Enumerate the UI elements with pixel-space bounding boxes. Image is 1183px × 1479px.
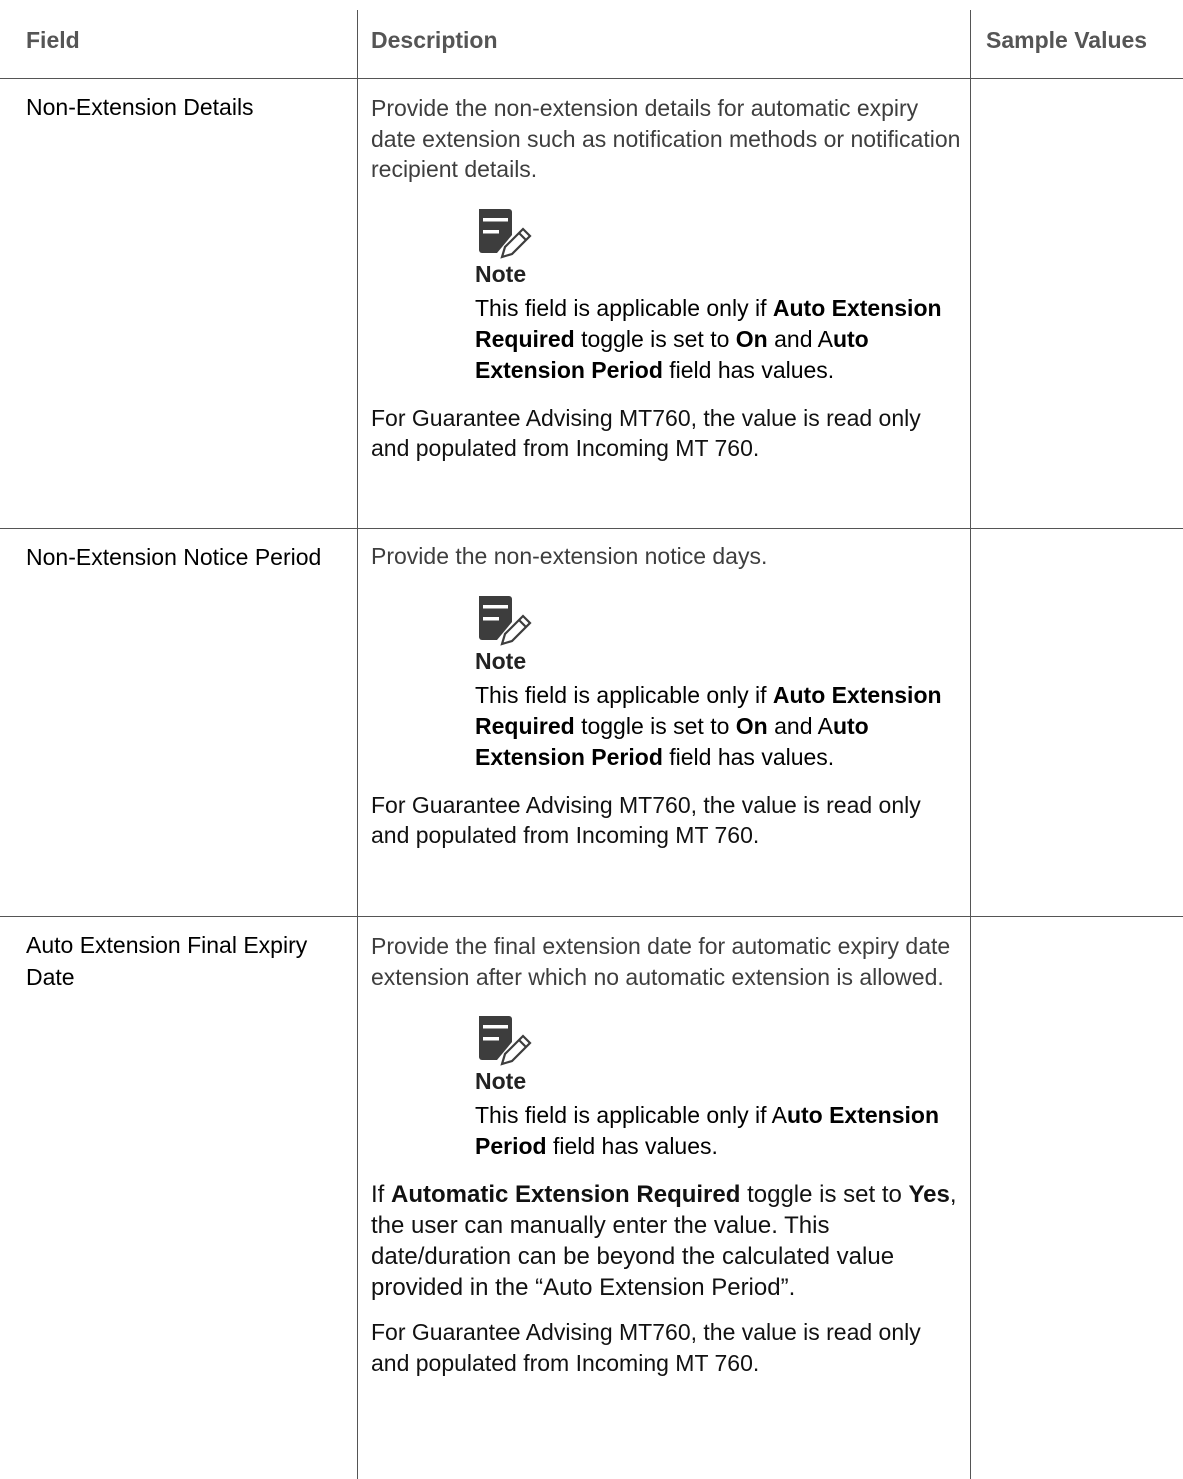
column-divider-2 xyxy=(970,10,971,1479)
note-edit-icon xyxy=(475,594,533,646)
note-block xyxy=(475,594,955,773)
note-edit-icon xyxy=(475,207,533,259)
header-field: Field xyxy=(26,27,80,53)
note-title: Note xyxy=(475,1068,527,1094)
description-intro: Provide the non-extension details for automatic expiry date extension such as notification methods or notification recipient details. xyxy=(371,95,961,182)
description-cell xyxy=(371,541,961,851)
note-edit-icon xyxy=(475,1014,533,1066)
description-intro: Provide the non-extension notice days. xyxy=(371,543,768,569)
column-divider-1 xyxy=(357,10,358,1479)
note-text: This field is applicable only if Auto Extension Period field has values. xyxy=(475,1102,939,1159)
field-name: Non-Extension Details xyxy=(26,94,254,120)
row-rule xyxy=(0,528,1183,529)
description-cell xyxy=(371,931,961,1378)
note-title: Note xyxy=(475,260,527,287)
header-description: Description xyxy=(371,27,498,53)
field-name: Auto Extension Final Expiry Date xyxy=(26,932,308,990)
header-rule xyxy=(0,78,1183,79)
description-intro: Provide the final extension date for automatic expiry date extension after which no automatic extension is allowed. xyxy=(371,933,951,990)
note-block xyxy=(475,207,955,386)
note-text: This field is applicable only if Auto Extension Required toggle is set to On and Auto Extension Period field has values. xyxy=(475,681,942,770)
description-tail: For Guarantee Advising MT760, the value is read only and populated from Incoming MT 760. xyxy=(371,1319,921,1376)
note-title: Note xyxy=(475,647,527,674)
description-cell xyxy=(371,93,961,464)
field-name: Non-Extension Notice Period xyxy=(26,544,322,570)
description-tail: For Guarantee Advising MT760, the value is read only and populated from Incoming MT 760. xyxy=(371,404,921,461)
description-paragraph: If Automatic Extension Required toggle is set to Yes, the user can manually enter the value. This date/duration can be beyond the calculated value provided in the “Auto Extension Period”. xyxy=(371,1181,957,1301)
description-tail: For Guarantee Advising MT760, the value is read only and populated from Incoming MT 760. xyxy=(371,791,921,848)
note-text: This field is applicable only if Auto Extension Required toggle is set to On and Auto Extension Period field has values. xyxy=(475,294,942,383)
header-sample-values: Sample Values xyxy=(986,27,1148,53)
row-rule xyxy=(0,916,1183,917)
note-block xyxy=(475,1014,955,1162)
